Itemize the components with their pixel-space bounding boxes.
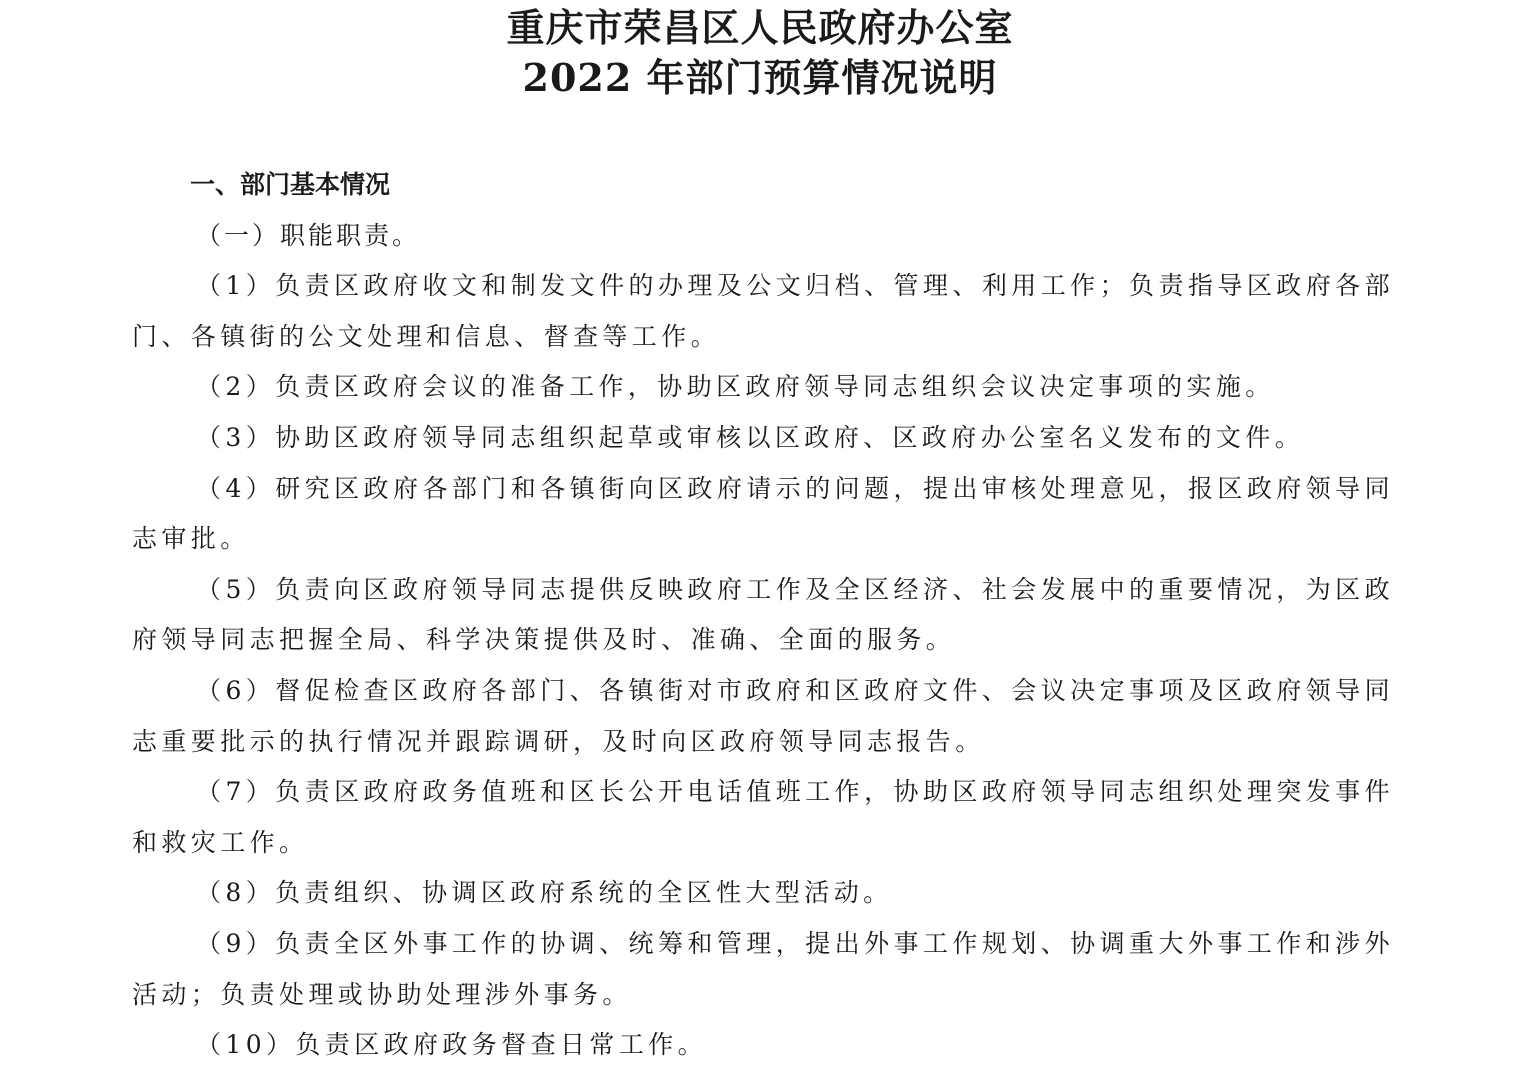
section-heading: 一、部门基本情况	[190, 170, 391, 199]
document-title: 重庆市荣昌区人民政府办公室	[506, 5, 1014, 50]
duty-item-3: （3）协助区政府领导同志组织起草或审核以区政府、区政府办公室名义发布的文件。	[196, 422, 1305, 452]
duty-item-6: （6）督促检查区政府各部门、各镇街对市政府和区政府文件、会议决定事项及区政府领导同志重要批示的执行情况并跟踪调研，及时向区政府领导同志报告。	[132, 675, 1394, 756]
duty-item-10: （10）负责区政府政务督查日常工作。	[196, 1030, 708, 1060]
duty-item-2: （2）负责区政府会议的准备工作，协助区政府领导同志组织会议决定事项的实施。	[196, 372, 1275, 402]
duty-item-7: （7）负责区政府政务值班和区长公开电话值班工作，协助区政府领导同志组织处理突发事件和救灾工作。	[132, 777, 1394, 857]
document-body	[132, 160, 1394, 1071]
duty-item-9: （9）负责全区外事工作的协调、统筹和管理，提出外事工作规划、协调重大外事工作和涉外活动；负责处理或协助处理涉外事务。	[132, 928, 1394, 1009]
document-subtitle: 2022 年部门预算情况说明	[522, 55, 998, 100]
duty-item-5: （5）负责向区政府领导同志提供反映政府工作及全区经济、社会发展中的重要情况，为区政府领导同志把握全局、科学决策提供及时、准确、全面的服务。	[132, 574, 1394, 655]
subsection-heading: （一）职能职责。	[196, 220, 421, 250]
duty-item-4: （4）研究区政府各部门和各镇街向区政府请示的问题，提出审核处理意见，报区政府领导同志审批。	[132, 473, 1394, 554]
duty-item-1: （1）负责区政府收文和制发文件的办理及公文归档、管理、利用工作；负责指导区政府各部门、各镇街的公文处理和信息、督查等工作。	[132, 271, 1394, 351]
duty-item-8: （8）负责组织、协调区政府系统的全区性大型活动。	[196, 878, 893, 908]
